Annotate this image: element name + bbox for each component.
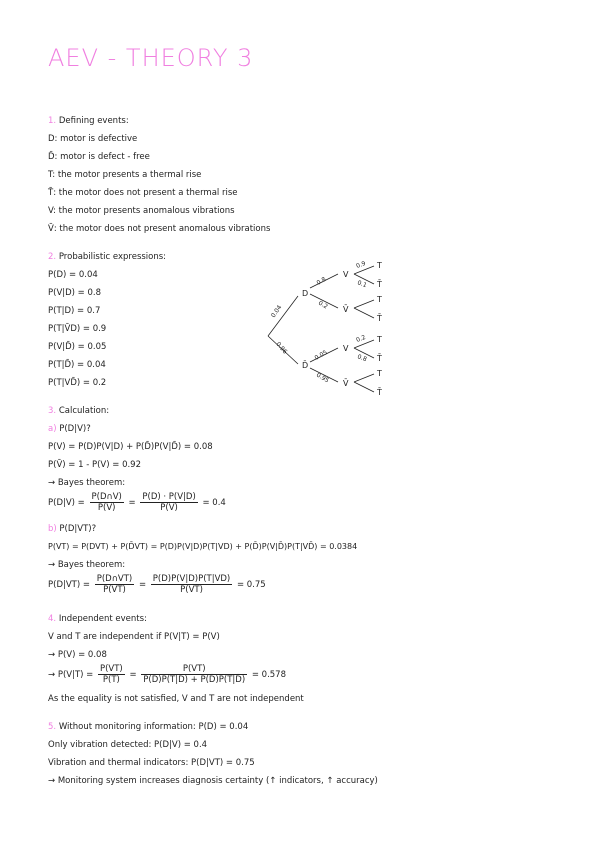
question-b	[48, 524, 96, 534]
fraction	[95, 574, 135, 595]
section-number: 1.	[48, 116, 57, 126]
branch-prob-v-given-d: 0.8	[315, 275, 328, 287]
equation-lhs: P(D|VT) =	[48, 580, 90, 590]
equation-lhs: P(D|V) =	[48, 498, 85, 508]
node-t: T	[377, 261, 382, 270]
section-3-heading	[48, 406, 109, 416]
probability-line: P(D) = 0.04	[48, 270, 98, 280]
equation-result: = 0.578	[251, 670, 287, 680]
node-tbar: T̄	[377, 388, 382, 397]
branch-prob-vbar-given-dbar: 0.95	[315, 371, 331, 385]
section-number: 5.	[48, 722, 57, 732]
node-v: V	[343, 270, 349, 279]
page-title: AEV - THEORY 3	[48, 44, 254, 72]
definition-line: D̄: motor is defect - free	[48, 152, 150, 162]
equation-result: = 0.75	[236, 580, 266, 590]
question-text: P(D|VT)?	[59, 524, 97, 534]
bayes-equation-a: P(D|V) = $\frac{P(D\cap V)}{P(V)}$ = $\frac{P(D) \cdot P(V|D)}{P(V)}$ = 0.4	[48, 492, 226, 513]
numerator: P(D∩VT)	[96, 574, 133, 584]
numerator: P(VT)	[141, 664, 247, 675]
definition-line: V: the motor presents anomalous vibrations	[48, 206, 235, 216]
numerator: P(D∩V)	[91, 492, 122, 502]
fraction	[140, 492, 197, 513]
probability-line: P(T|VD̄) = 0.2	[48, 378, 107, 388]
definition-line: V̄: the motor does not present anomalous vibrations	[48, 224, 271, 234]
statement-line: V and T are independent if P(V|T) = P(V)	[48, 632, 220, 642]
section-2-heading	[48, 252, 166, 262]
equation-lhs: → P(V|T) =	[48, 670, 94, 680]
fraction	[151, 574, 232, 595]
section-number: 2.	[48, 252, 57, 262]
section-title: Probabilistic expressions:	[58, 252, 167, 262]
denominator: P(V)	[160, 503, 178, 513]
node-tbar: T̄	[377, 314, 382, 323]
section-4-heading	[48, 614, 147, 624]
summary-line: Only vibration detected: P(D|V) = 0.4	[48, 740, 208, 750]
section-5-heading	[48, 722, 248, 732]
equation-result: = 0.4	[202, 498, 226, 508]
question-text: P(D|V)?	[59, 424, 91, 434]
equation-line: P(V̄) = 1 - P(V) = 0.92	[48, 460, 142, 470]
numerator: P(D) · P(V|D)	[142, 492, 196, 502]
node-tbar: T̄	[377, 354, 382, 363]
fraction	[90, 492, 124, 513]
equation-line: P(VT) = P(DVT) + P(D̄VT) = P(D)P(V|D)P(T|VD) + P(D̄)P(V|D̄)P(T|VD̄) = 0.0384	[48, 542, 358, 551]
branch-prob-t: 0.9	[355, 260, 367, 270]
denominator: P(T)	[102, 675, 120, 685]
section-1-heading	[48, 116, 129, 126]
section-number: 3.	[48, 406, 57, 416]
probability-line: P(T|D̄) = 0.04	[48, 360, 106, 370]
fraction	[141, 664, 247, 685]
conclusion-line: As the equality is not satisfied, V and T are not independent	[48, 694, 304, 704]
numerator: P(VT)	[99, 664, 123, 674]
section-title: Calculation:	[58, 406, 110, 416]
definition-line: T: the motor presents a thermal rise	[48, 170, 202, 180]
definition-line: D: motor is defective	[48, 134, 138, 144]
denominator: P(VT)	[103, 585, 126, 595]
branch-prob-t: 0.2	[355, 334, 367, 344]
branch-prob-vbar-given-d: 0.2	[317, 299, 329, 311]
bayes-equation-b: P(D|VT) = $\frac{P(D\cap VT)}{P(VT)}$ = $\frac{P(D)P(V|D)P(T|VD)}{P(VT)}$ = 0.75	[48, 574, 266, 595]
section-number: 4.	[48, 614, 57, 624]
probability-line: P(T|V̄D) = 0.9	[48, 324, 107, 334]
question-a	[48, 424, 91, 434]
node-dbar: D̄	[302, 361, 309, 370]
branch-prob-tbar: 0.1	[356, 279, 368, 290]
node-tbar: T̄	[377, 280, 382, 289]
node-d: D	[302, 289, 309, 298]
node-t: T	[377, 369, 382, 378]
note-line: → Bayes theorem:	[48, 478, 126, 488]
denominator: P(D)P(T|D) + P(D̄)P(T|D̄)	[143, 675, 246, 685]
section-title: Defining events:	[58, 116, 129, 126]
node-t: T	[377, 295, 382, 304]
question-label: a)	[48, 424, 57, 434]
summary-line: → Monitoring system increases diagnosis certainty (↑ indicators, ↑ accuracy)	[48, 776, 378, 786]
branch-prob-tbar: 0.8	[356, 353, 368, 364]
branch-prob-dbar: 0.96	[274, 340, 289, 356]
probability-line: P(V|D) = 0.8	[48, 288, 102, 298]
section-title: Without monitoring information: P(D) = 0.04	[58, 722, 249, 732]
node-v: V	[343, 344, 349, 353]
question-label: b)	[48, 524, 57, 534]
denominator: P(VT)	[180, 585, 203, 595]
fraction	[98, 664, 125, 685]
branch-prob-v-given-dbar: 0.05	[313, 348, 329, 362]
node-vbar: V̄	[343, 379, 349, 388]
node-vbar: V̄	[343, 305, 349, 314]
definition-line: T̄: the motor does not present a thermal rise	[48, 188, 238, 198]
numerator: P(D)P(V|D)P(T|VD)	[152, 574, 231, 584]
statement-line: → P(V) = 0.08	[48, 650, 107, 660]
summary-line: Vibration and thermal indicators: P(D|VT) = 0.75	[48, 758, 255, 768]
section-title: Independent events:	[58, 614, 147, 624]
independence-equation: → P(V|T) = $\frac{P(VT)}{P(T)}$ = $\frac{P(VT)}{P(D)P(T|D) + P(D̄)P(T|D̄)}$ = 0.578	[48, 664, 287, 685]
branch-prob-d: 0.04	[269, 304, 284, 320]
node-t: T	[377, 335, 382, 344]
probability-line: P(V|D̄) = 0.05	[48, 342, 107, 352]
equation-line: P(V) = P(D)P(V|D) + P(D̄)P(V|D̄) = 0.08	[48, 442, 213, 452]
denominator: P(V)	[97, 503, 116, 513]
note-line: → Bayes theorem:	[48, 560, 126, 570]
probability-line: P(T|D) = 0.7	[48, 306, 101, 316]
